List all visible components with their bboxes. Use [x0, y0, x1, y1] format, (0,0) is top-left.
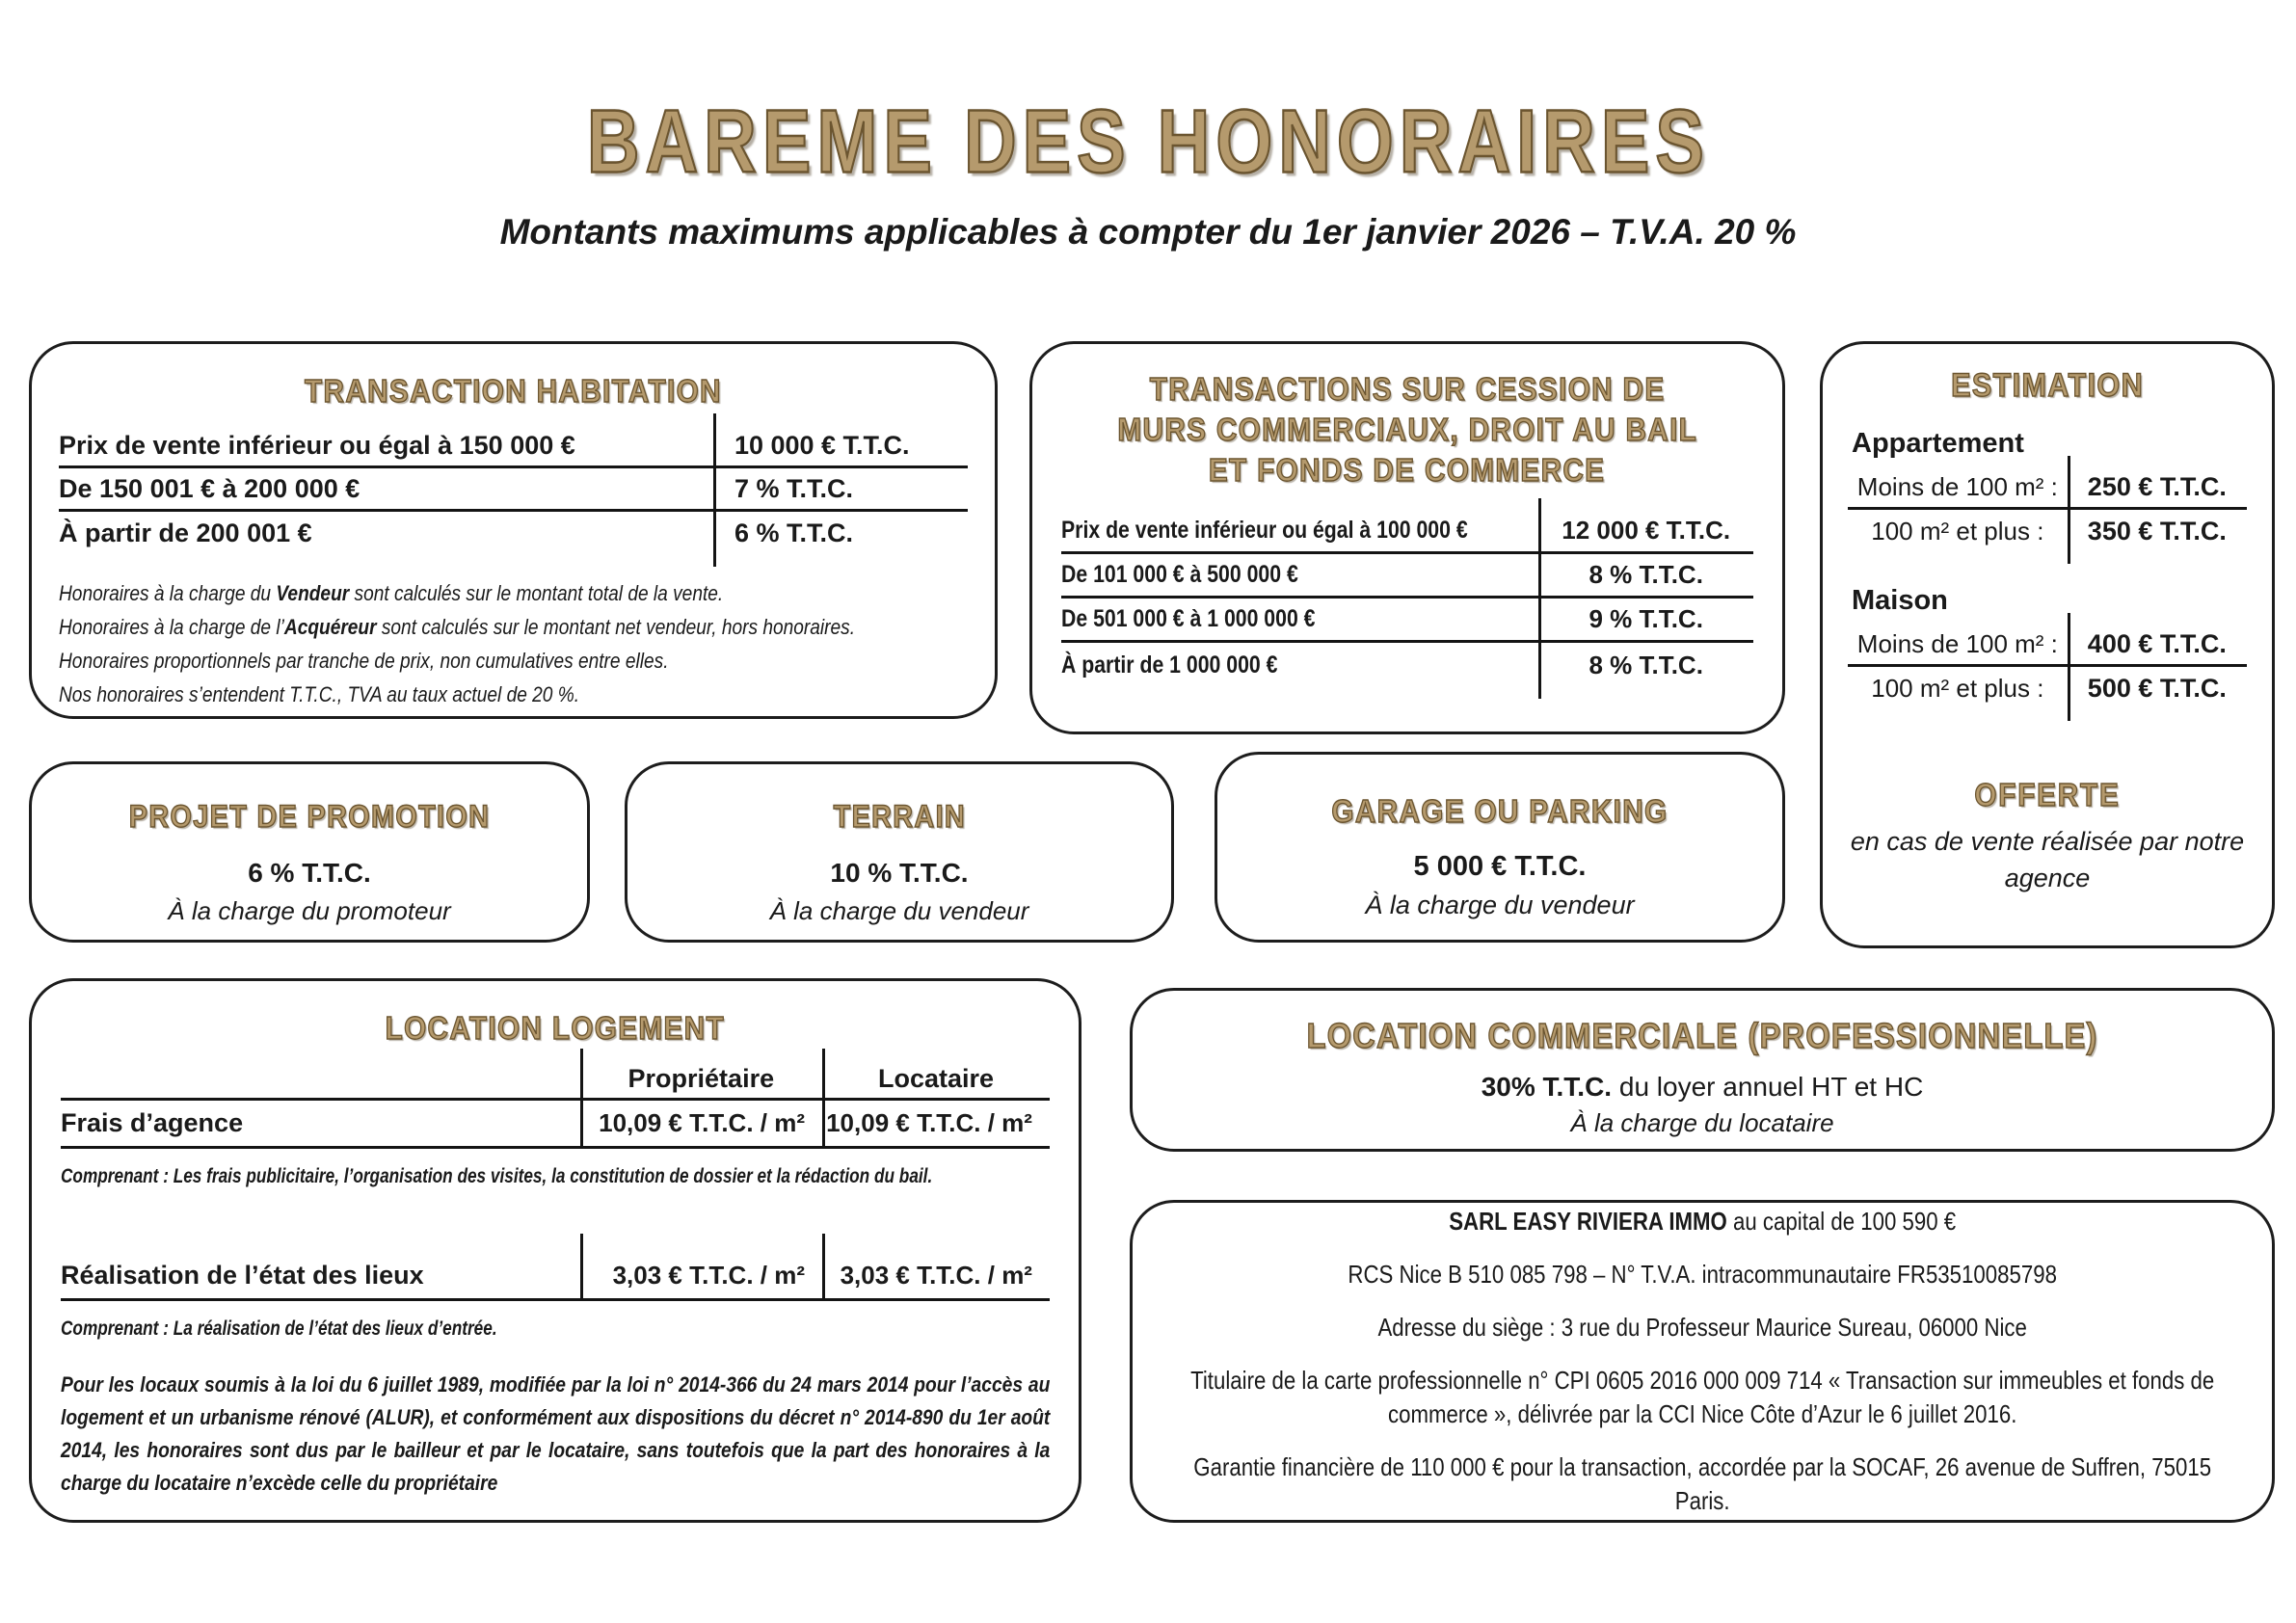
estimation-table-appartement	[1848, 467, 2247, 552]
fee-row	[59, 425, 968, 468]
section-estimation	[1820, 341, 2275, 948]
fee-row	[59, 468, 968, 512]
fee-value: 250 € T.T.C.	[2087, 472, 2227, 501]
note-line: Nos honoraires s’entendent T.T.C., TVA au taux actuel de 20 %.	[59, 682, 580, 706]
fee-value: 9 % T.T.C.	[1589, 604, 1703, 633]
fee-value: 12 000 € T.T.C.	[1562, 516, 1731, 545]
fee-row	[1848, 467, 2247, 510]
fee-value: 6 % T.T.C.	[734, 519, 853, 547]
fee-label: De 501 000 € à 1 000 000 €	[1061, 605, 1316, 632]
note-line: Honoraires à la charge du Vendeur sont calculés sur le montant total de la vente.	[59, 581, 724, 605]
logement-table-etat-des-lieux	[61, 1253, 1050, 1301]
fee-label: Prix de vente inférieur ou égal à 150 000 €	[59, 430, 575, 460]
fee-value: 6 % T.T.C.	[248, 858, 371, 888]
logement-table-frais	[61, 1060, 1050, 1149]
fee-value: 5 000 € T.T.C.	[1413, 851, 1587, 882]
fee-row	[59, 512, 968, 555]
fee-row	[1061, 643, 1753, 687]
column-header-locataire: Locataire	[877, 1064, 995, 1093]
fee-row	[1848, 510, 2247, 552]
fee-charge: À la charge du vendeur	[1365, 891, 1635, 919]
section-location-logement	[29, 978, 1081, 1523]
section-title: LOCATION LOGEMENT	[385, 1010, 726, 1046]
note-line: Comprenant : La réalisation de l’état des lieux d’entrée.	[61, 1317, 497, 1340]
estimation-table-maison	[1848, 625, 2247, 709]
fee-label: 100 m² et plus :	[1871, 516, 2044, 545]
fee-value: 8 % T.T.C.	[1589, 560, 1703, 589]
section-title: GARAGE OU PARKING	[1331, 793, 1669, 829]
fee-value: 400 € T.T.C.	[2087, 629, 2227, 658]
fee-value: 10 % T.T.C.	[830, 858, 969, 888]
note-line: Honoraires proportionnels par tranche de prix, non cumulatives entre elles.	[59, 649, 669, 673]
fee-value: 7 % T.T.C.	[734, 473, 853, 503]
fee-label: Moins de 100 m² :	[1856, 629, 2058, 658]
fee-row	[1848, 667, 2247, 709]
section-company-info	[1130, 1200, 2275, 1523]
fee-row	[61, 1101, 1050, 1149]
fee-value: 350 € T.T.C.	[2087, 516, 2227, 545]
fee-value: 8 % T.T.C.	[1589, 650, 1703, 679]
section-title: TRANSACTION HABITATION	[305, 373, 722, 409]
note-line: Honoraires à la charge de l’Acquéreur sont calculés sur le montant net vendeur, hors honoraires.	[59, 615, 856, 639]
page-title	[0, 93, 2296, 191]
note-line: Comprenant : Les frais publicitaire, l’organisation des visites, la constitution de dossier et la rédaction du bail.	[61, 1165, 933, 1187]
section-cession-commerciale	[1029, 341, 1785, 734]
company-address-line: Adresse du siège : 3 rue du Professeur Maurice Sureau, 06000 Nice	[1377, 1313, 2027, 1342]
habitation-fee-table	[59, 425, 968, 555]
section-title: LOCATION COMMERCIALE (PROFESSIONNELLE)	[1306, 1016, 2098, 1055]
emphasis: Acquéreur	[283, 615, 377, 639]
estimation-heading-appartement: Appartement	[1852, 428, 2024, 459]
habitation-notes	[59, 576, 968, 711]
column-divider	[2068, 613, 2070, 721]
column-divider	[713, 413, 716, 567]
section-transaction-habitation	[29, 341, 998, 719]
section-projet-de-promotion	[29, 761, 590, 943]
fee-charge: À la charge du locataire	[1570, 1108, 1834, 1137]
company-name: SARL EASY RIVIERA IMMO	[1449, 1207, 1727, 1236]
fee-row	[1061, 510, 1753, 554]
column-divider	[580, 1234, 583, 1301]
fee-label: Frais d’agence	[61, 1108, 244, 1137]
legal-paragraph: Pour les locaux soumis à la loi du 6 juillet 1989, modifiée par la loi n° 2014-366 du 24 mars 2014 pour l’accès au logement et un urbanisme rénové (ALUR), et conformément aux dispositions du décret n° 2014-890 du 1er août 2014, les honoraires sont dus par le bailleur et par le locataire, sans toutefois que la part des honoraires à la charge du locataire n’excède celle du propriétaire	[61, 1372, 1051, 1495]
fee-label: 100 m² et plus :	[1871, 673, 2044, 703]
column-divider	[822, 1049, 825, 1149]
fee-value: 10 000 € T.T.C.	[734, 430, 910, 460]
fee-label: Réalisation de l’état des lieux	[61, 1261, 424, 1290]
company-license-line: Titulaire de la carte professionnelle n° CPI 0605 2016 000 009 714 « Transaction sur immeubles et fonds de commerce », délivrée par la CCI Nice Côte d’Azur le 6 juillet 2016.	[1190, 1366, 2215, 1428]
offerte-title: OFFERTE	[1974, 777, 2121, 812]
fee-value-proprietaire: 10,09 € T.T.C. / m²	[599, 1108, 805, 1137]
fee-row	[1061, 554, 1753, 599]
page-title-text: BAREME DES HONORAIRES	[586, 91, 1710, 192]
rate-emphasis: 30% T.T.C.	[1481, 1072, 1613, 1102]
fee-row	[61, 1253, 1050, 1301]
fee-label: À partir de 1 000 000 €	[1061, 651, 1278, 678]
emphasis: Vendeur	[276, 581, 350, 605]
company-rcs-line: RCS Nice B 510 085 798 – N° T.V.A. intracommunautaire FR53510085798	[1348, 1260, 2057, 1289]
column-header-proprietaire: Propriétaire	[627, 1064, 775, 1093]
fee-label: À partir de 200 001 €	[59, 519, 312, 547]
fee-label: Prix de vente inférieur ou égal à 100 000 €	[1061, 517, 1468, 544]
column-divider	[1538, 498, 1541, 699]
section-location-commerciale	[1130, 988, 2275, 1152]
fee-value-proprietaire: 3,03 € T.T.C. / m²	[612, 1261, 805, 1290]
company-guarantee-line: Garantie financière de 110 000 € pour la transaction, accordée par la SOCAF, 26 avenue de Suffren, 75015 Paris.	[1193, 1452, 2212, 1515]
section-title: PROJET DE PROMOTION	[128, 799, 491, 834]
section-title: ESTIMATION	[1951, 367, 2144, 404]
fee-charge: À la charge du vendeur	[769, 896, 1029, 925]
fee-value: 500 € T.T.C.	[2087, 673, 2227, 703]
section-terrain	[625, 761, 1174, 943]
section-title: TRANSACTIONS SUR CESSION DE MURS COMMERCIAUX, DROIT AU BAIL ET FONDS DE COMMERCE	[1117, 371, 1697, 488]
page-subtitle: Montants maximums applicables à compter du 1er janvier 2026 – T.V.A. 20 %	[499, 212, 1797, 252]
fee-charge: À la charge du promoteur	[168, 896, 451, 925]
company-name-line: SARL EASY RIVIERA IMMO au capital de 100 590 €	[1449, 1207, 1957, 1236]
column-divider	[580, 1049, 583, 1149]
offerte-text: en cas de vente réalisée par notre agence	[1850, 827, 2245, 892]
cession-fee-table	[1061, 510, 1753, 687]
fee-row	[1848, 625, 2247, 667]
fee-label: Moins de 100 m² :	[1856, 472, 2058, 501]
fee-value-locataire: 3,03 € T.T.C. / m²	[840, 1261, 1032, 1290]
fee-label: De 101 000 € à 500 000 €	[1061, 561, 1298, 588]
fee-row	[1061, 599, 1753, 643]
fee-value-locataire: 10,09 € T.T.C. / m²	[826, 1108, 1032, 1137]
fee-label: De 150 001 € à 200 000 €	[59, 473, 360, 503]
column-divider	[822, 1234, 825, 1301]
estimation-heading-maison: Maison	[1852, 585, 1948, 616]
fee-value: 30% T.T.C. du loyer annuel HT et HC	[1481, 1072, 1924, 1102]
section-garage-ou-parking	[1215, 752, 1785, 943]
column-divider	[2068, 456, 2070, 564]
table-header-row	[61, 1060, 1050, 1101]
section-title: TERRAIN	[833, 799, 966, 834]
